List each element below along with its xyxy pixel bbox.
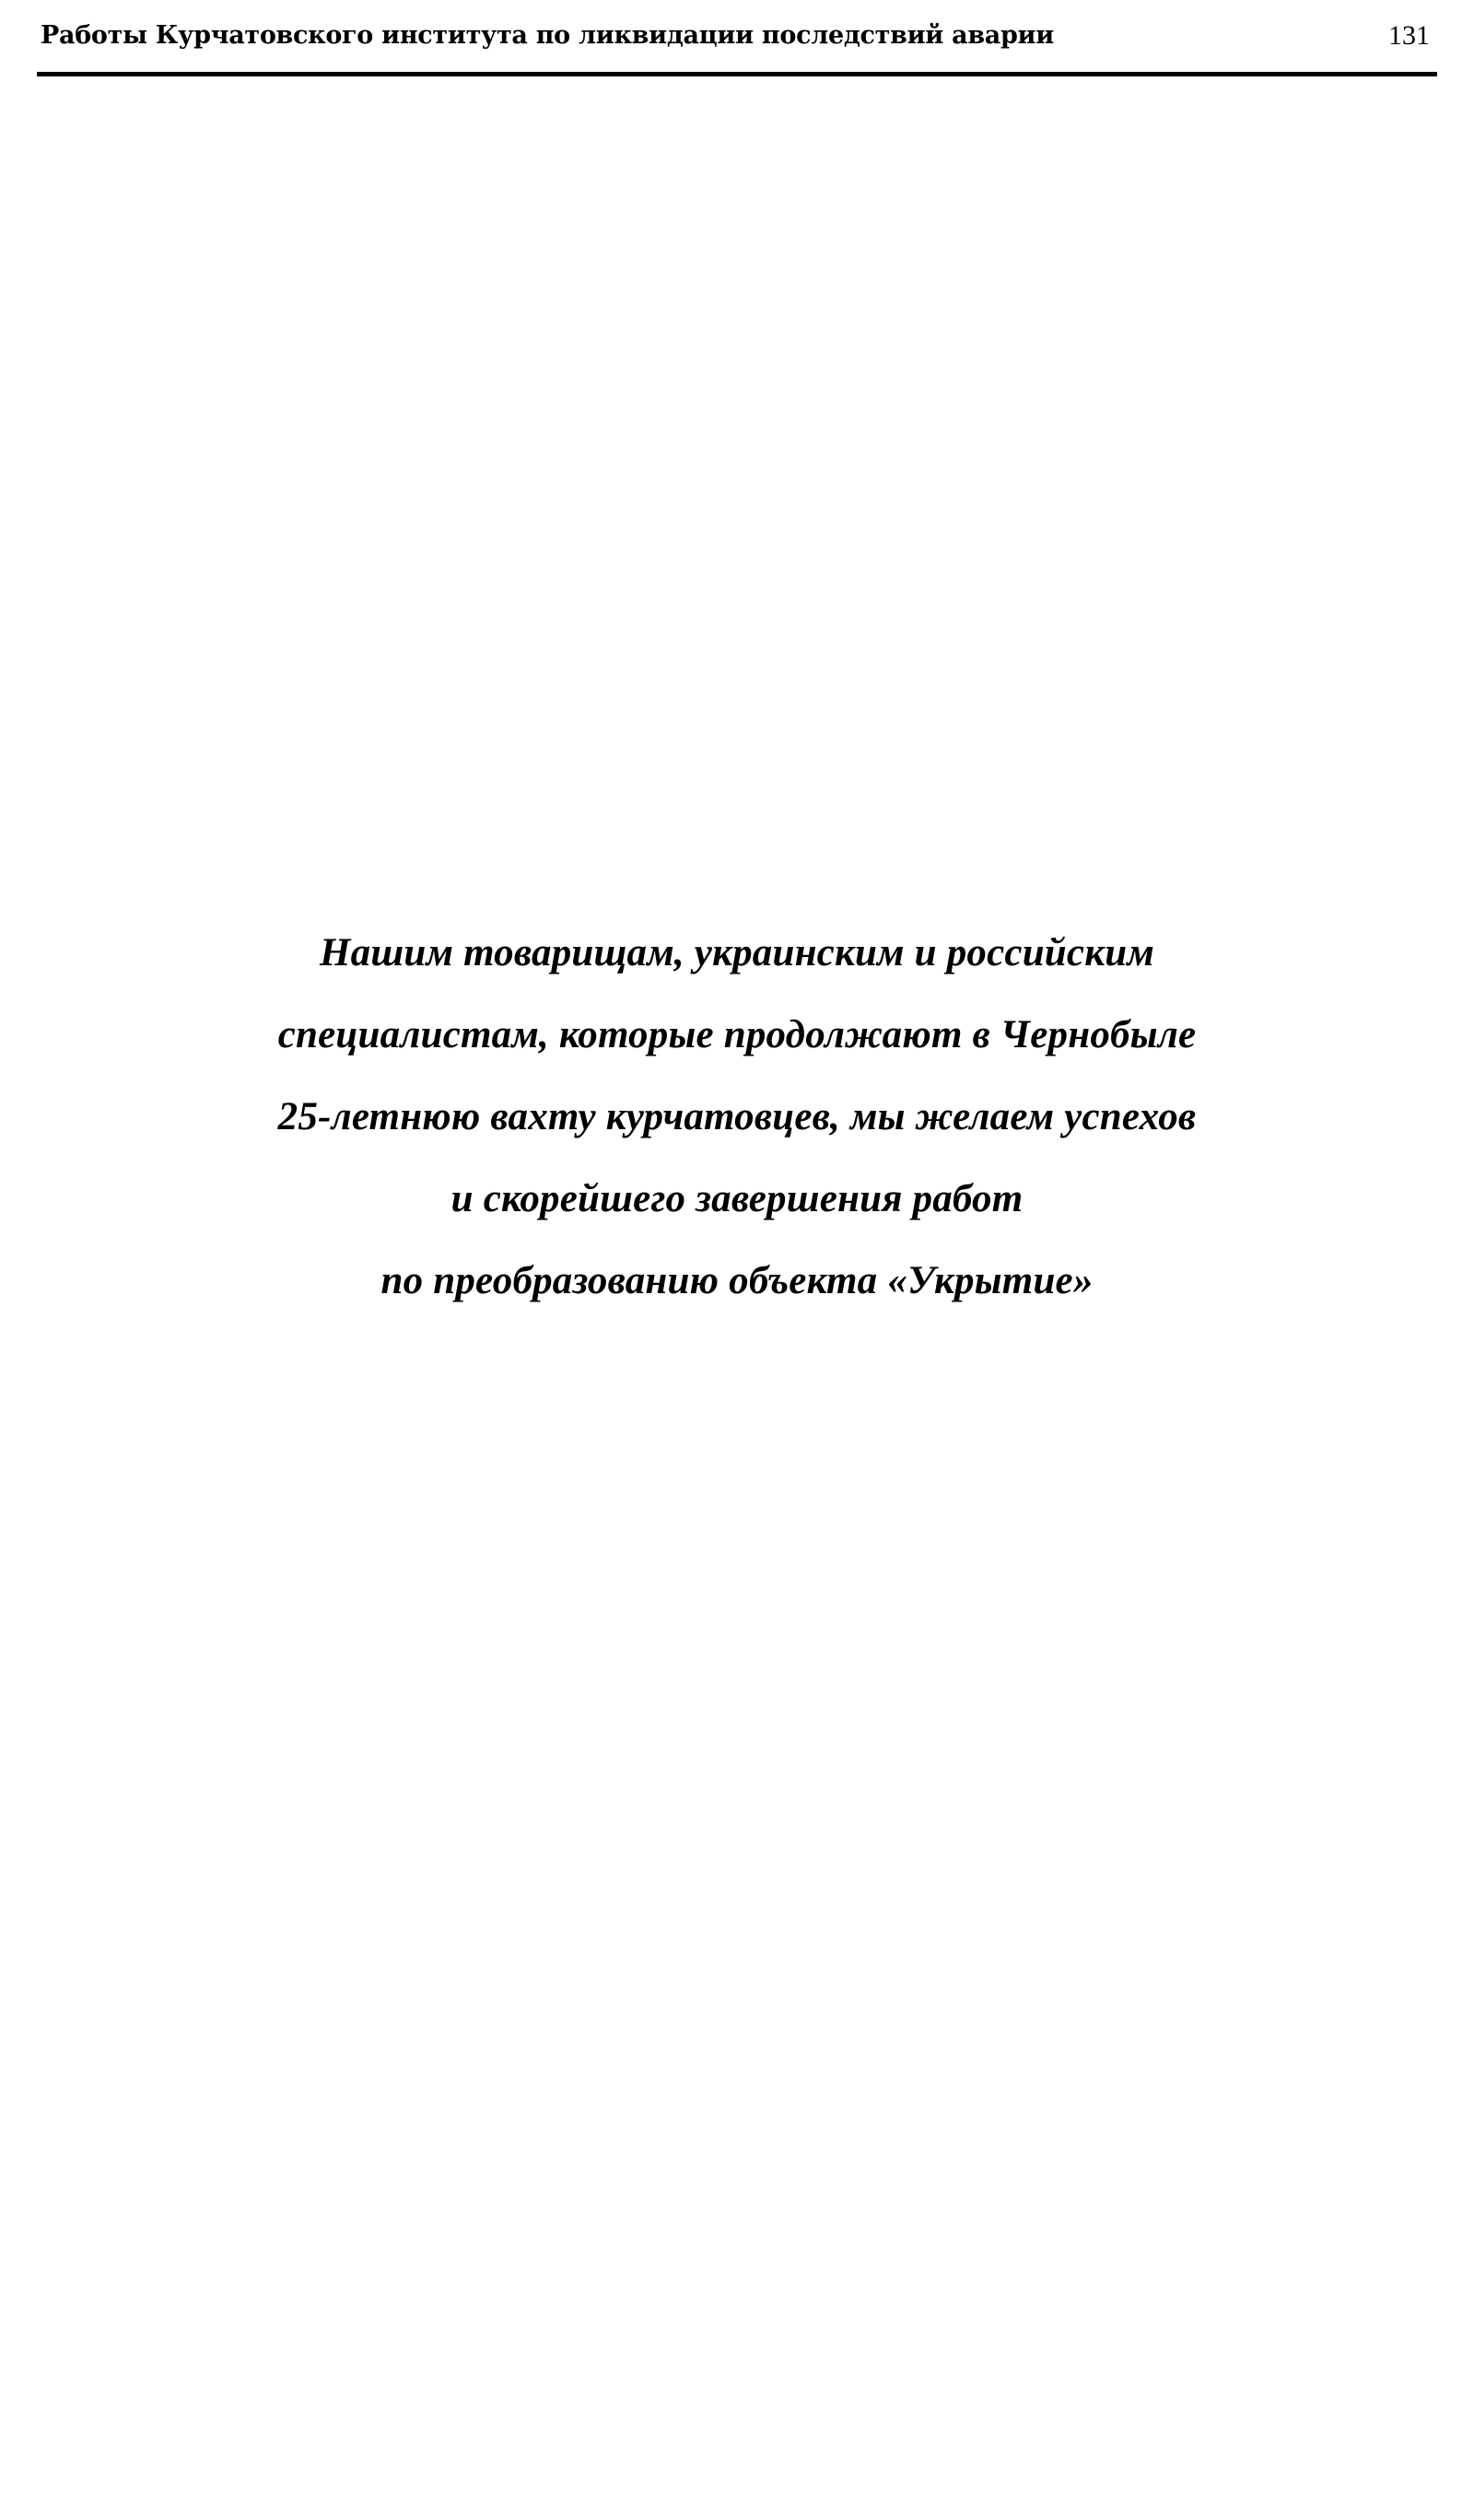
dedication-line: и скорейшего завершения работ [450,1177,1024,1220]
running-head [41,20,1433,74]
page-number: 131 [1388,20,1430,51]
dedication-line: специалистам, которые продолжают в Чернобыле [277,1013,1197,1056]
running-head-title: Работы Курчатовского института по ликвидации последствий аварии [41,21,1055,50]
dedication-line: по преобразованию объекта «Укрытие» [380,1259,1094,1302]
dedication-line: 25-летнюю вахту курчатовцев, мы желаем успехов [277,1095,1197,1138]
dedication-text [120,912,1354,1322]
header-rule [37,72,1437,76]
dedication-line: Нашим товарищам, украинским и российским [320,931,1154,974]
